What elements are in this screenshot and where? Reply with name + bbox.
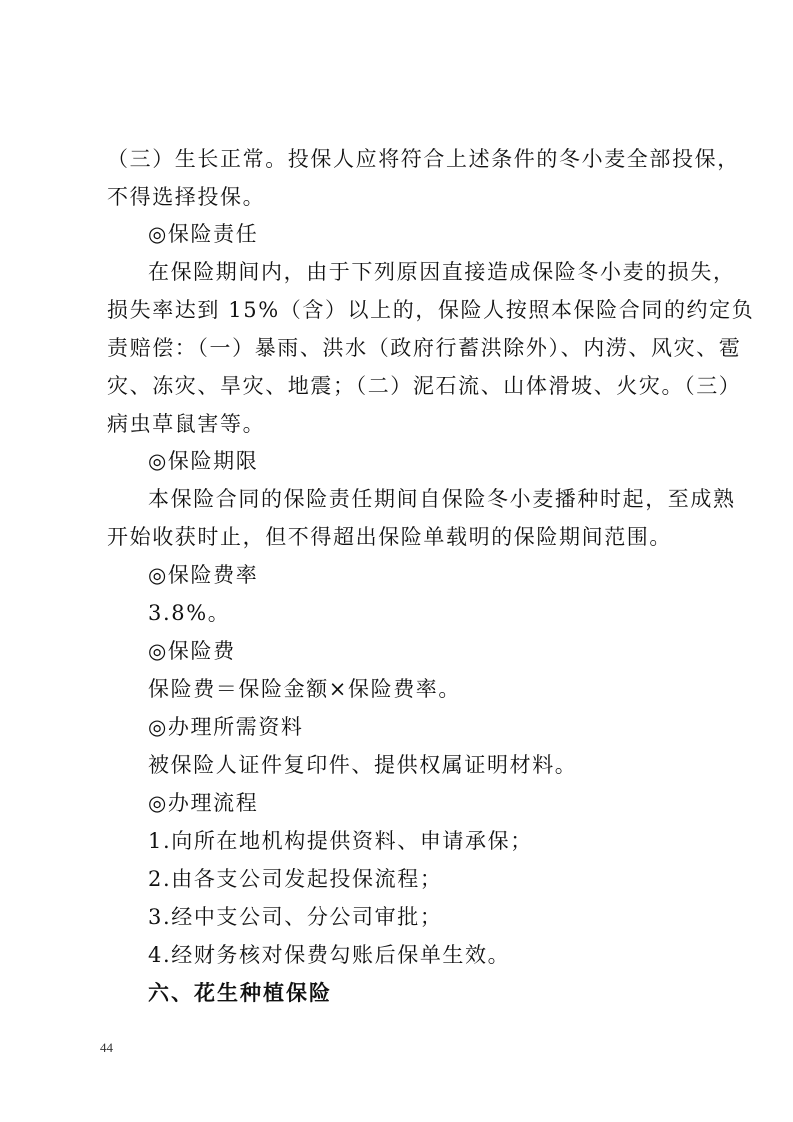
section-heading: 六、花生种植保险	[148, 981, 332, 1005]
section-label-rate: ◎保险费率	[148, 563, 259, 587]
section-label-period: ◎保险期限	[148, 449, 259, 473]
process-step: 1.向所在地机构提供资料、申请承保；	[148, 829, 533, 853]
paragraph-line: 病虫草鼠害等。	[107, 412, 266, 436]
premium-formula: 保险费＝保险金额×保险费率。	[148, 677, 461, 701]
paragraph-line: 责赔偿：（一）暴雨、洪水（政府行蓄洪除外）、内涝、风灾、雹	[107, 336, 742, 360]
paragraph-line: （三）生长正常。投保人应将符合上述条件的冬小麦全部投保，	[107, 147, 740, 171]
section-label-materials: ◎办理所需资料	[148, 715, 304, 739]
section-label-process: ◎办理流程	[148, 791, 259, 815]
paragraph-line: 开始收获时止，但不得超出保险单载明的保险期间范围。	[107, 525, 672, 549]
materials-text: 被保险人证件复印件、提供权属证明材料。	[148, 753, 578, 777]
section-label-premium: ◎保险费	[148, 639, 236, 663]
paragraph-line: 灾、冻灾、旱灾、地震；（二）泥石流、山体滑坡、火灾。（三）	[107, 374, 742, 398]
paragraph-line: 本保险合同的保险责任期间自保险冬小麦播种时起，至成熟	[148, 487, 736, 511]
paragraph-line: 不得选择投保。	[107, 185, 266, 209]
paragraph-line: 在保险期间内，由于下列原因直接造成保险冬小麦的损失，	[148, 260, 736, 284]
process-step: 3.经中支公司、分公司审批；	[148, 905, 443, 929]
rate-value: 3.8%。	[148, 601, 231, 625]
process-step: 4.经财务核对保费勾账后保单生效。	[148, 943, 511, 967]
paragraph-line: 损失率达到 15%（含）以上的，保险人按照本保险合同的约定负	[107, 298, 755, 322]
section-label-coverage: ◎保险责任	[148, 222, 259, 246]
page-number: 44	[100, 1040, 113, 1055]
process-step: 2.由各支公司发起投保流程；	[148, 867, 443, 891]
